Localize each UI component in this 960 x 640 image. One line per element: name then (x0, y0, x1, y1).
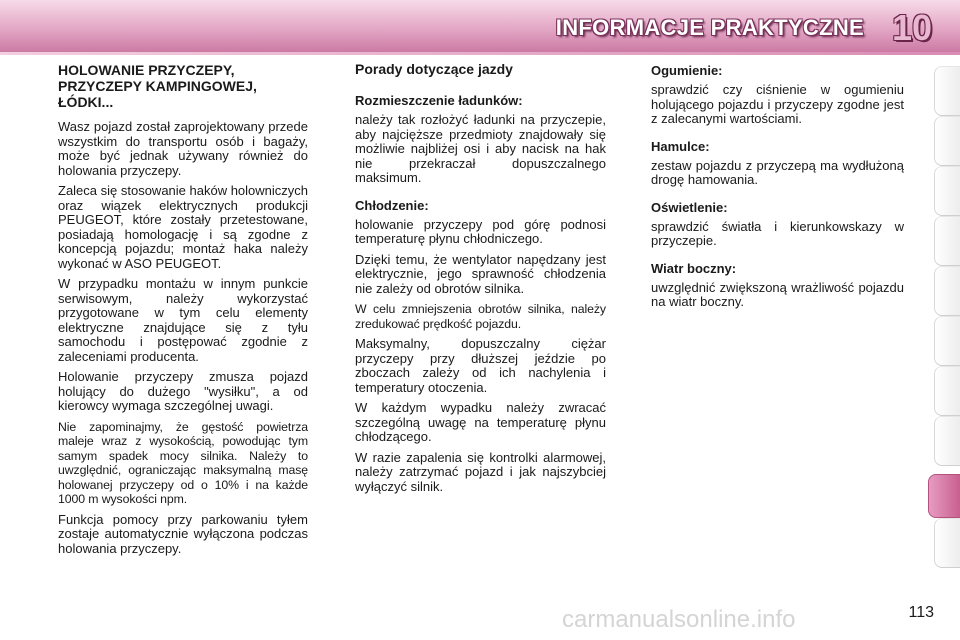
section-title: Ogumienie: (651, 63, 723, 78)
paragraph: należy tak rozłożyć ładunki na przyczepie, aby najcięższe przedmioty znajdowały się możliwie najbliżej osi i aby nacisk na hak nie przekraczał dopuszczalnego maksimum. (355, 112, 606, 185)
paragraph: zestaw pojazdu z przyczepą ma wydłużoną drogę hamowania. (651, 157, 904, 187)
towing-heading: HOLOWANIE PRZYCZEPY, PRZYCZEPY KAMPINGOWEJ, ŁÓDKI... (58, 62, 257, 110)
page-number: 113 (908, 604, 934, 621)
chapter-tab[interactable] (934, 416, 960, 466)
paragraph: W razie zapalenia się kontrolki alarmowej, należy zatrzymać pojazd i jak najszybciej wyłączyć silnik. (355, 449, 606, 494)
paragraph: Zaleca się stosowanie haków holowniczych oraz wiązek elektrycznych produkcji PEUGEOT, które zostały przetestowane, posiadają homologację i są zgodne z koncepcją pojazdu; montaż haka należy wykonać w ASO PEUGEOT. (58, 183, 309, 271)
chapter-tab[interactable] (934, 316, 960, 366)
chapter-number: 10 (891, 7, 933, 48)
paragraph: Nie zapominajmy, że gęstość powietrza maleje wraz z wysokością, powodując tym samym spadek mocy silnika. Należy to uwzględnić, ograniczając maksymalną masę holowanej przyczepy od o 10% i na każde 1000 m wysokości npm. (58, 419, 308, 506)
paragraph: W przypadku montażu w innym punkcie serwisowym, należy wykorzystać przygotowane w tym celu elementy elektryczne znajdujące się z tyłu samochodu i postępować zgodnie z zaleceniami producenta. (58, 276, 308, 364)
paragraph: Funkcja pomocy przy parkowaniu tyłem zostaje automatycznie wyłączona podczas holowania przyczepy. (58, 511, 308, 556)
paragraph: W celu zmniejszenia obrotów silnika, należy zredukować prędkość pojazdu. (355, 302, 606, 331)
section-title: Rozmieszczenie ładunków: (355, 93, 523, 108)
column-driving-advice (355, 58, 606, 500)
paragraph: sprawdzić czy ciśnienie w ogumieniu holującego pojazdu i przyczepy zgodne jest z zalecanymi wartościami. (651, 82, 904, 126)
section-title: Oświetlenie: (651, 199, 728, 215)
section-crosswind (651, 261, 904, 310)
chapter-tab[interactable] (934, 66, 960, 116)
paragraph: Dzięki temu, że wentylator napędzany jest elektrycznie, jego sprawność chłodzenia nie zależy od obrotów silnika. (355, 251, 606, 296)
paragraph: holowanie przyczepy pod górę podnosi temperaturę płynu chłodniczego. (355, 216, 606, 246)
section-title: Chłodzenie: (355, 197, 429, 213)
chapter-tab[interactable] (934, 216, 960, 266)
chapter-tab[interactable] (934, 166, 960, 216)
paragraph: Maksymalny, dopuszczalny ciężar przyczepy przy dłuższej jeździe po zboczach zależy od ich nachylenia i temperatury otoczenia. (355, 336, 606, 395)
chapter-tab[interactable] (934, 518, 960, 568)
chapter-tab[interactable] (934, 366, 960, 416)
paragraph: Holowanie przyczepy zmusza pojazd holujący do dużego "wysiłku", a od kierowcy wymaga szczególnej uwagi. (58, 369, 308, 413)
watermark: carmanualsonline.info (562, 606, 796, 633)
section-lighting (651, 200, 904, 249)
header-stripe (0, 52, 960, 55)
paragraph: W każdym wypadku należy zwracać szczególną uwagę na temperaturę płynu chłodzącego. (355, 400, 606, 444)
paragraph: Wasz pojazd został zaprojektowany przede wszystkim do transportu osób i bagaży, może być jednak używany również do holowania przyczepy. (58, 119, 308, 178)
section-brakes (651, 139, 904, 188)
section-title: INFORMACJE PRAKTYCZNE (555, 15, 864, 40)
chapter-tab[interactable] (934, 116, 960, 166)
column-checks (651, 58, 904, 316)
paragraph: sprawdzić światła i kierunkowskazy w przyczepie. (651, 218, 904, 248)
column-towing (58, 58, 308, 562)
driving-advice-heading: Porady dotyczące jazdy (355, 61, 513, 77)
paragraph: uwzględnić zwiększoną wrażliwość pojazdu na wiatr boczny. (651, 279, 904, 309)
section-load-distribution (355, 93, 606, 186)
chapter-tab-active[interactable] (928, 474, 960, 518)
chapter-tab[interactable] (934, 266, 960, 316)
chapter-badge (882, 6, 942, 50)
section-tyres (651, 63, 904, 127)
section-title: Wiatr boczny: (651, 260, 737, 276)
chapter-tabs (930, 66, 960, 576)
section-cooling (355, 198, 606, 495)
section-title: Hamulce: (651, 138, 710, 154)
